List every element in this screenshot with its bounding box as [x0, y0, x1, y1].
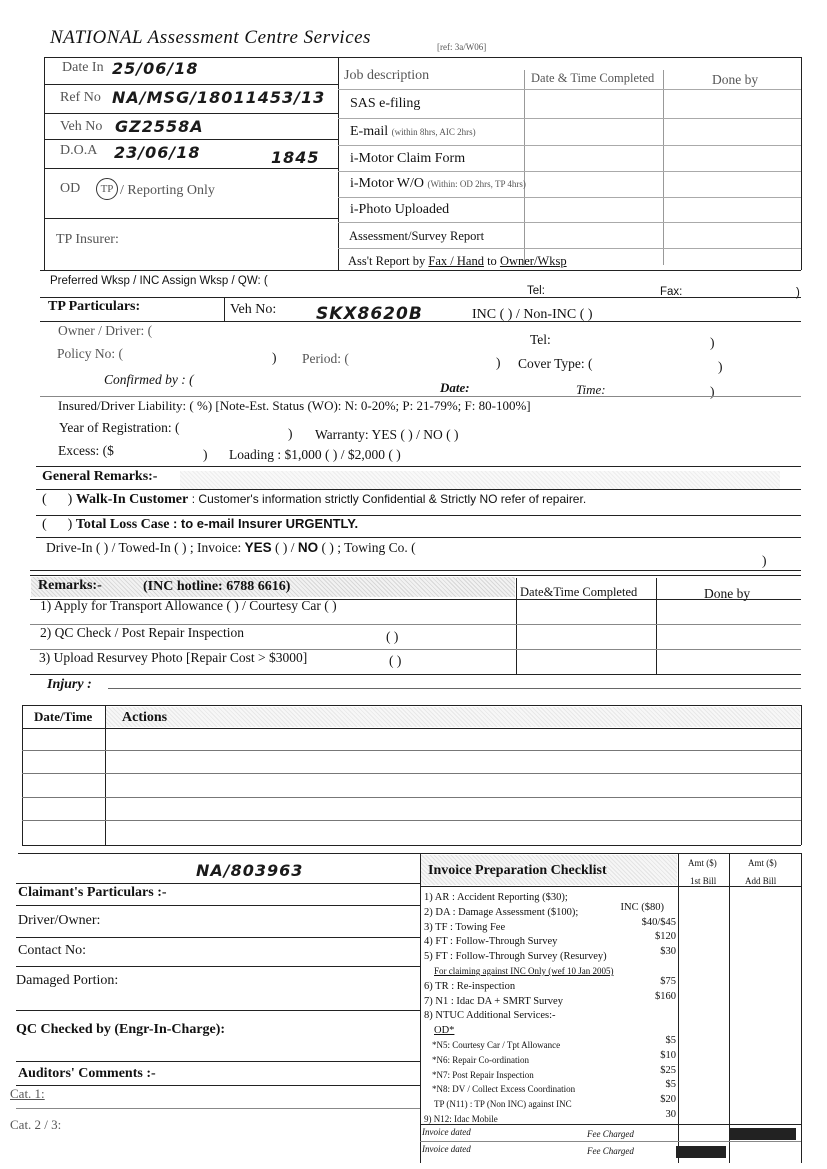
cat-2-3-label[interactable]: Cat. 2 / 3:: [10, 1117, 62, 1132]
tp-particulars-label: TP Particulars:: [48, 299, 141, 314]
preferred-tel-label: Tel:: [527, 285, 545, 297]
remarks-item-3-check[interactable]: ( ): [389, 653, 402, 668]
tp-period[interactable]: Period: (: [302, 351, 349, 366]
contact-no-label[interactable]: Contact No:: [18, 943, 87, 958]
invoice-row[interactable]: 1) AR : Accident Reporting ($30);: [424, 892, 568, 903]
injury-label: Injury :: [47, 677, 92, 692]
date-time-completed-header: Date & Time Completed: [531, 71, 655, 85]
invoice-row[interactable]: 5) FT : Follow-Through Survey (Resurvey) $30: [424, 946, 676, 963]
remarks-item-1[interactable]: 1) Apply for Transport Allowance ( ) / Courtesy Car ( ): [40, 598, 337, 613]
invoice-row: OD*: [434, 1025, 455, 1037]
remarks-item-2[interactable]: 2) QC Check / Post Repair Inspection: [40, 625, 244, 640]
tp-inc-option[interactable]: INC ( ) / Non-INC ( ): [472, 307, 593, 322]
tp-veh-no-value[interactable]: SKX8620B: [316, 304, 423, 324]
invoice-checklist-title: Invoice Preparation Checklist: [428, 863, 607, 878]
claimant-particulars-label: Claimant's Particulars :-: [18, 885, 167, 900]
amt-1st-header: Amt ($): [688, 858, 717, 868]
invoice-row: 8) NTUC Additional Services:-: [424, 1010, 556, 1022]
invoice-row[interactable]: 4) FT : Follow-Through Survey $120: [424, 931, 676, 948]
amt-1st-sub: 1st Bill: [690, 876, 717, 886]
tp-policy-no[interactable]: Policy No: (: [57, 346, 123, 361]
remarks-date-header: Date&Time Completed: [520, 585, 638, 599]
invoice-row[interactable]: 7) N1 : Idac DA + SMRT Survey $160: [424, 990, 676, 1007]
tp-time-label: Time:: [576, 382, 606, 397]
invoice-row: For claiming against INC Only (wef 10 Jan 2005): [434, 965, 614, 976]
invoice-row[interactable]: 3) TF : Towing Fee $40/$45: [424, 916, 676, 933]
doa-label: D.O.A: [60, 143, 98, 158]
job-row-iphoto: i-Photo Uploaded: [350, 202, 450, 217]
tp-cover-type[interactable]: Cover Type: (: [518, 356, 593, 371]
tp-confirmed-by[interactable]: Confirmed by : (: [104, 372, 194, 387]
remarks-item-2-check[interactable]: ( ): [386, 629, 399, 644]
inc-hotline: (INC hotline: 6788 6616): [143, 579, 291, 594]
preferred-wksp-label: Preferred Wksp / INC Assign Wksp / QW: (: [50, 275, 268, 287]
drive-in-row[interactable]: Drive-In ( ) / Towed-In ( ) ; Invoice: YES ( ) / NO ( ) ; Towing Co. (: [46, 540, 416, 555]
walkin-row[interactable]: ( ) Walk-In Customer : Customer's information strictly Confidential & Strictly NO refer of repairer.: [42, 492, 587, 507]
tp-excess[interactable]: Excess: ($: [58, 443, 114, 458]
job-row-sas: SAS e-filing: [350, 96, 421, 111]
preferred-close: ): [796, 287, 800, 299]
veh-no-label: Veh No: [60, 119, 103, 134]
invoice-row[interactable]: 9) N12: Idac Mobile 30: [424, 1108, 676, 1124]
invoice-dated-2[interactable]: Invoice dated: [422, 1144, 471, 1154]
redacted-mark: [730, 1128, 796, 1140]
damaged-portion-label[interactable]: Damaged Portion:: [16, 973, 119, 988]
invoice-row[interactable]: *N7: Post Repair Inspection $25: [432, 1064, 676, 1080]
preferred-fax-label: Fax:: [660, 286, 683, 298]
doa-value[interactable]: 23/06/18: [114, 143, 201, 162]
invoice-row[interactable]: *N8: DV / Collect Excess Coordination $5: [432, 1079, 676, 1095]
actions-header: Actions: [122, 710, 168, 725]
driver-owner-label[interactable]: Driver/Owner:: [18, 913, 101, 928]
drive-in-close: ): [762, 553, 767, 568]
redacted-mark: [676, 1146, 726, 1158]
tp-date-label: Date:: [440, 380, 470, 395]
ref-no-value[interactable]: NA/MSG/18011453/13: [112, 88, 326, 107]
done-by-header: Done by: [712, 72, 759, 87]
job-row-email: E-mail (within 8hrs, AIC 2hrs): [350, 124, 476, 139]
na-number: NA/803963: [196, 861, 304, 880]
tp-circled-option[interactable]: TP: [96, 178, 118, 200]
job-description-header: Job description: [344, 68, 430, 83]
invoice-rows: [424, 887, 676, 1124]
job-row-assessment-report: Assessment/Survey Report: [349, 229, 485, 243]
date-in-value[interactable]: 25/06/18: [112, 59, 199, 78]
remarks-done-header: Done by: [704, 586, 751, 601]
reporting-only-label: / Reporting Only: [120, 183, 215, 198]
invoice-row[interactable]: TP (N11) : TP (Non INC) against INC $20: [434, 1094, 676, 1110]
tp-tel-label: Tel:: [530, 332, 551, 347]
invoice-row[interactable]: *N5: Courtesy Car / Tpt Allowance $5: [432, 1034, 676, 1050]
invoice-row[interactable]: 2) DA : Damage Assessment ($100); INC ($80): [424, 901, 664, 918]
qc-checked-label[interactable]: QC Checked by (Engr-In-Charge):: [16, 1022, 226, 1037]
tp-veh-no-label: Veh No:: [230, 302, 277, 317]
amt-add-header: Amt ($): [748, 858, 777, 868]
ref-no-label: Ref No: [60, 90, 101, 105]
form-title: NATIONAL Assessment Centre Services: [50, 27, 371, 48]
tp-loading[interactable]: Loading : $1,000 ( ) / $2,000 ( ): [229, 447, 401, 462]
date-in-label: Date In: [62, 60, 104, 75]
cat-1-label[interactable]: Cat. 1:: [10, 1086, 45, 1101]
invoice-row[interactable]: 6) TR : Re-inspection $75: [424, 975, 676, 992]
form-reference: [ref: 3a/W06]: [437, 42, 487, 52]
tp-owner-driver[interactable]: Owner / Driver: (: [58, 323, 153, 338]
tp-insurer-label: TP Insurer:: [56, 232, 119, 247]
veh-no-value[interactable]: GZ2558A: [115, 117, 204, 136]
remarks-item-3[interactable]: 3) Upload Resurvey Photo [Repair Cost > $3000]: [39, 650, 308, 665]
invoice-dated-1[interactable]: Invoice dated: [422, 1127, 471, 1137]
fee-charged-1[interactable]: Fee Charged: [587, 1129, 634, 1139]
tp-liability[interactable]: Insured/Driver Liability: ( %) [Note-Est. Status (WO): N: 0-20%; P: 21-79%; F: 80-100%]: [58, 398, 531, 413]
auditors-comments-label: Auditors' Comments :-: [18, 1066, 156, 1081]
remarks-label: Remarks:-: [38, 578, 102, 593]
job-row-imotor-claim: i-Motor Claim Form: [350, 151, 466, 166]
invoice-row[interactable]: *N6: Repair Co-ordination $10: [432, 1049, 676, 1065]
amt-add-sub: Add Bill: [745, 876, 777, 886]
fee-charged-2[interactable]: Fee Charged: [587, 1146, 634, 1156]
actions-date-header: Date/Time: [34, 709, 93, 724]
total-loss-row[interactable]: ( ) Total Loss Case : to e-mail Insurer URGENTLY.: [42, 516, 359, 532]
tp-year-registration[interactable]: Year of Registration: (: [59, 420, 180, 435]
asst-report-row: Ass't Report by Fax / Hand to Owner/Wksp: [348, 254, 567, 268]
tp-warranty[interactable]: Warranty: YES ( ) / NO ( ): [315, 427, 459, 442]
general-remarks-label: General Remarks:-: [42, 469, 158, 484]
doa-time[interactable]: 1845: [271, 148, 320, 167]
od-label: OD: [60, 181, 81, 196]
job-row-imotor-wo: i-Motor W/O (Within: OD 2hrs, TP 4hrs): [350, 176, 526, 191]
